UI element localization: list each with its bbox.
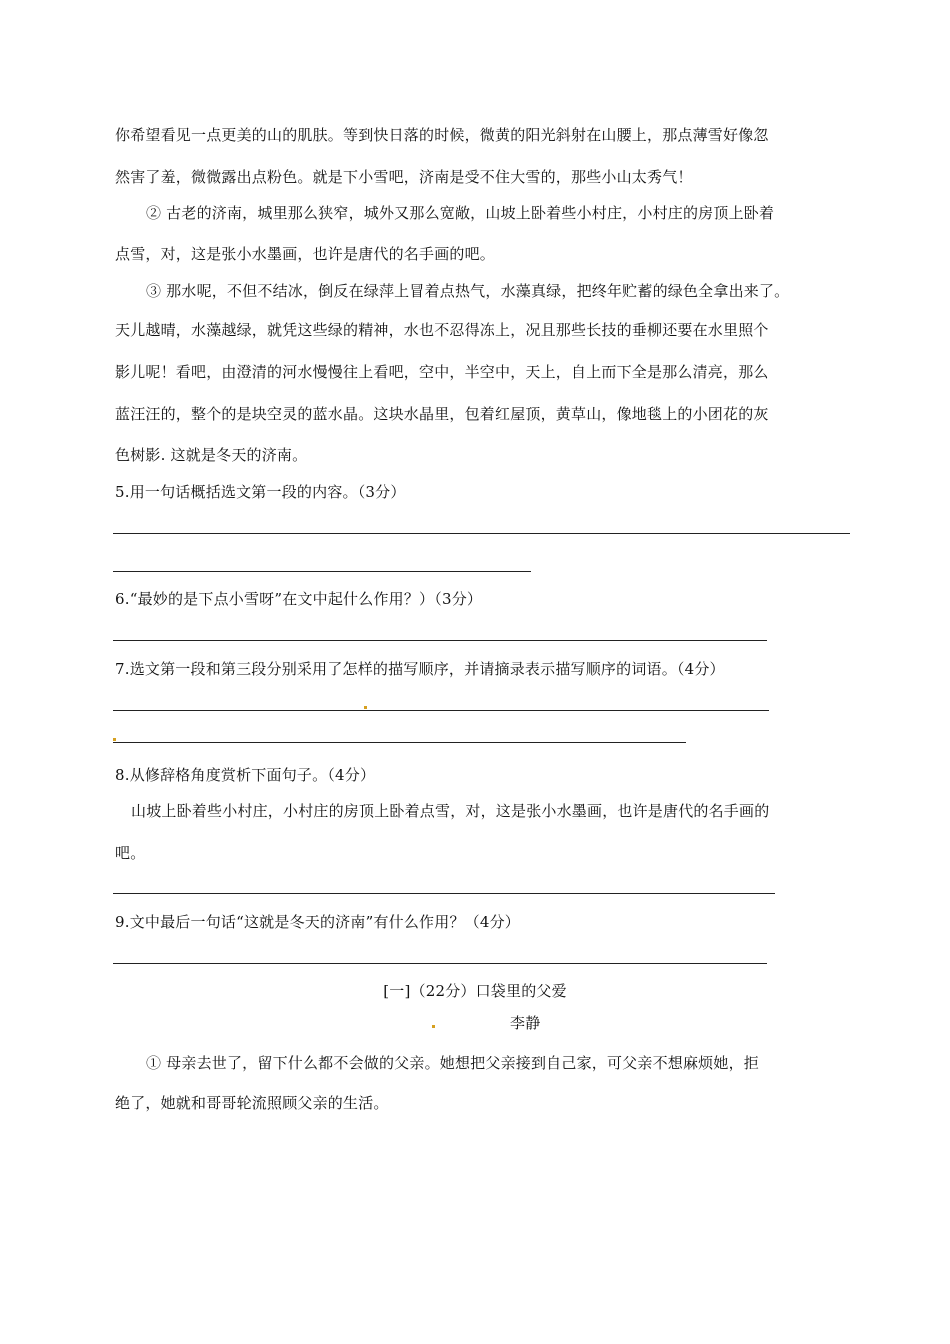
passage1-p1-line1: 你希望看见一点更美的山的肌肤。等到快日落的时候，微黄的阳光斜射在山腰上，那点薄雪好像忽 xyxy=(115,126,769,144)
question-5: 5.用一句话概括选文第一段的内容。（3分） xyxy=(115,483,406,501)
passage1-p3-line4: 蓝汪汪的，整个的是块空灵的蓝水晶。这块水晶里，包着红屋顶，黄草山，像地毯上的小团花的灰 xyxy=(115,405,769,423)
passage2-title: [一]（22分）口袋里的父爱 xyxy=(383,982,567,1000)
answer-line-q8[interactable] xyxy=(113,893,775,894)
answer-line-q7-1[interactable] xyxy=(113,710,769,711)
passage1-p2-line1: ② 古老的济南，城里那么狭窄，城外又那么宽敞，山坡上卧着些小村庄，小村庄的房顶上卧着 xyxy=(146,204,775,222)
question-9: 9.文中最后一句话“这就是冬天的济南”有什么作用？（4分） xyxy=(115,913,520,931)
answer-line-q7-2[interactable] xyxy=(113,742,686,743)
marker-dot xyxy=(364,706,367,709)
passage1-p3-line1: ③ 那水呢，不但不结冰，倒反在绿萍上冒着点热气，水藻真绿，把终年贮蓄的绿色全拿出来了。 xyxy=(146,282,790,300)
answer-line-q9[interactable] xyxy=(113,963,767,964)
question-8-quote-line2: 吧。 xyxy=(115,844,146,862)
answer-line-q5-2[interactable] xyxy=(113,571,531,572)
passage2-author: 李静 xyxy=(510,1014,541,1032)
marker-dot xyxy=(432,1025,435,1028)
answer-line-q5-1[interactable] xyxy=(113,533,850,534)
question-6: 6.“最妙的是下点小雪呀”在文中起什么作用？）（3分） xyxy=(115,590,483,608)
passage2-p1-line2: 绝了，她就和哥哥轮流照顾父亲的生活。 xyxy=(115,1094,389,1112)
marker-dot xyxy=(113,738,116,741)
question-8: 8.从修辞格角度赏析下面句子。（4分） xyxy=(115,766,376,784)
passage1-p3-line2: 天儿越晴，水藻越绿，就凭这些绿的精神，水也不忍得冻上，况且那些长技的垂柳还要在水里照个 xyxy=(115,321,769,339)
passage2-p1-line1: ① 母亲去世了，留下什么都不会做的父亲。她想把父亲接到自己家，可父亲不想麻烦她，拒 xyxy=(146,1054,759,1072)
passage1-p1-line2: 然害了羞，微微露出点粉色。就是下小雪吧，济南是受不住大雪的，那些小山太秀气！ xyxy=(115,168,693,186)
passage1-p3-line5: 色树影. 这就是冬天的济南。 xyxy=(115,446,308,464)
answer-line-q6[interactable] xyxy=(113,640,767,641)
passage1-p2-line2: 点雪，对，这是张小水墨画，也许是唐代的名手画的吧。 xyxy=(115,245,496,263)
question-8-quote-line1: 山坡上卧着些小村庄，小村庄的房顶上卧着点雪，对，这是张小水墨画，也许是唐代的名手画的 xyxy=(131,802,770,820)
passage1-p3-line3: 影儿呢！看吧，由澄清的河水慢慢往上看吧，空中，半空中，天上，自上而下全是那么清亮，那么 xyxy=(115,363,769,381)
question-7: 7.选文第一段和第三段分别采用了怎样的描写顺序，并请摘录表示描写顺序的词语。（4分） xyxy=(115,660,725,678)
